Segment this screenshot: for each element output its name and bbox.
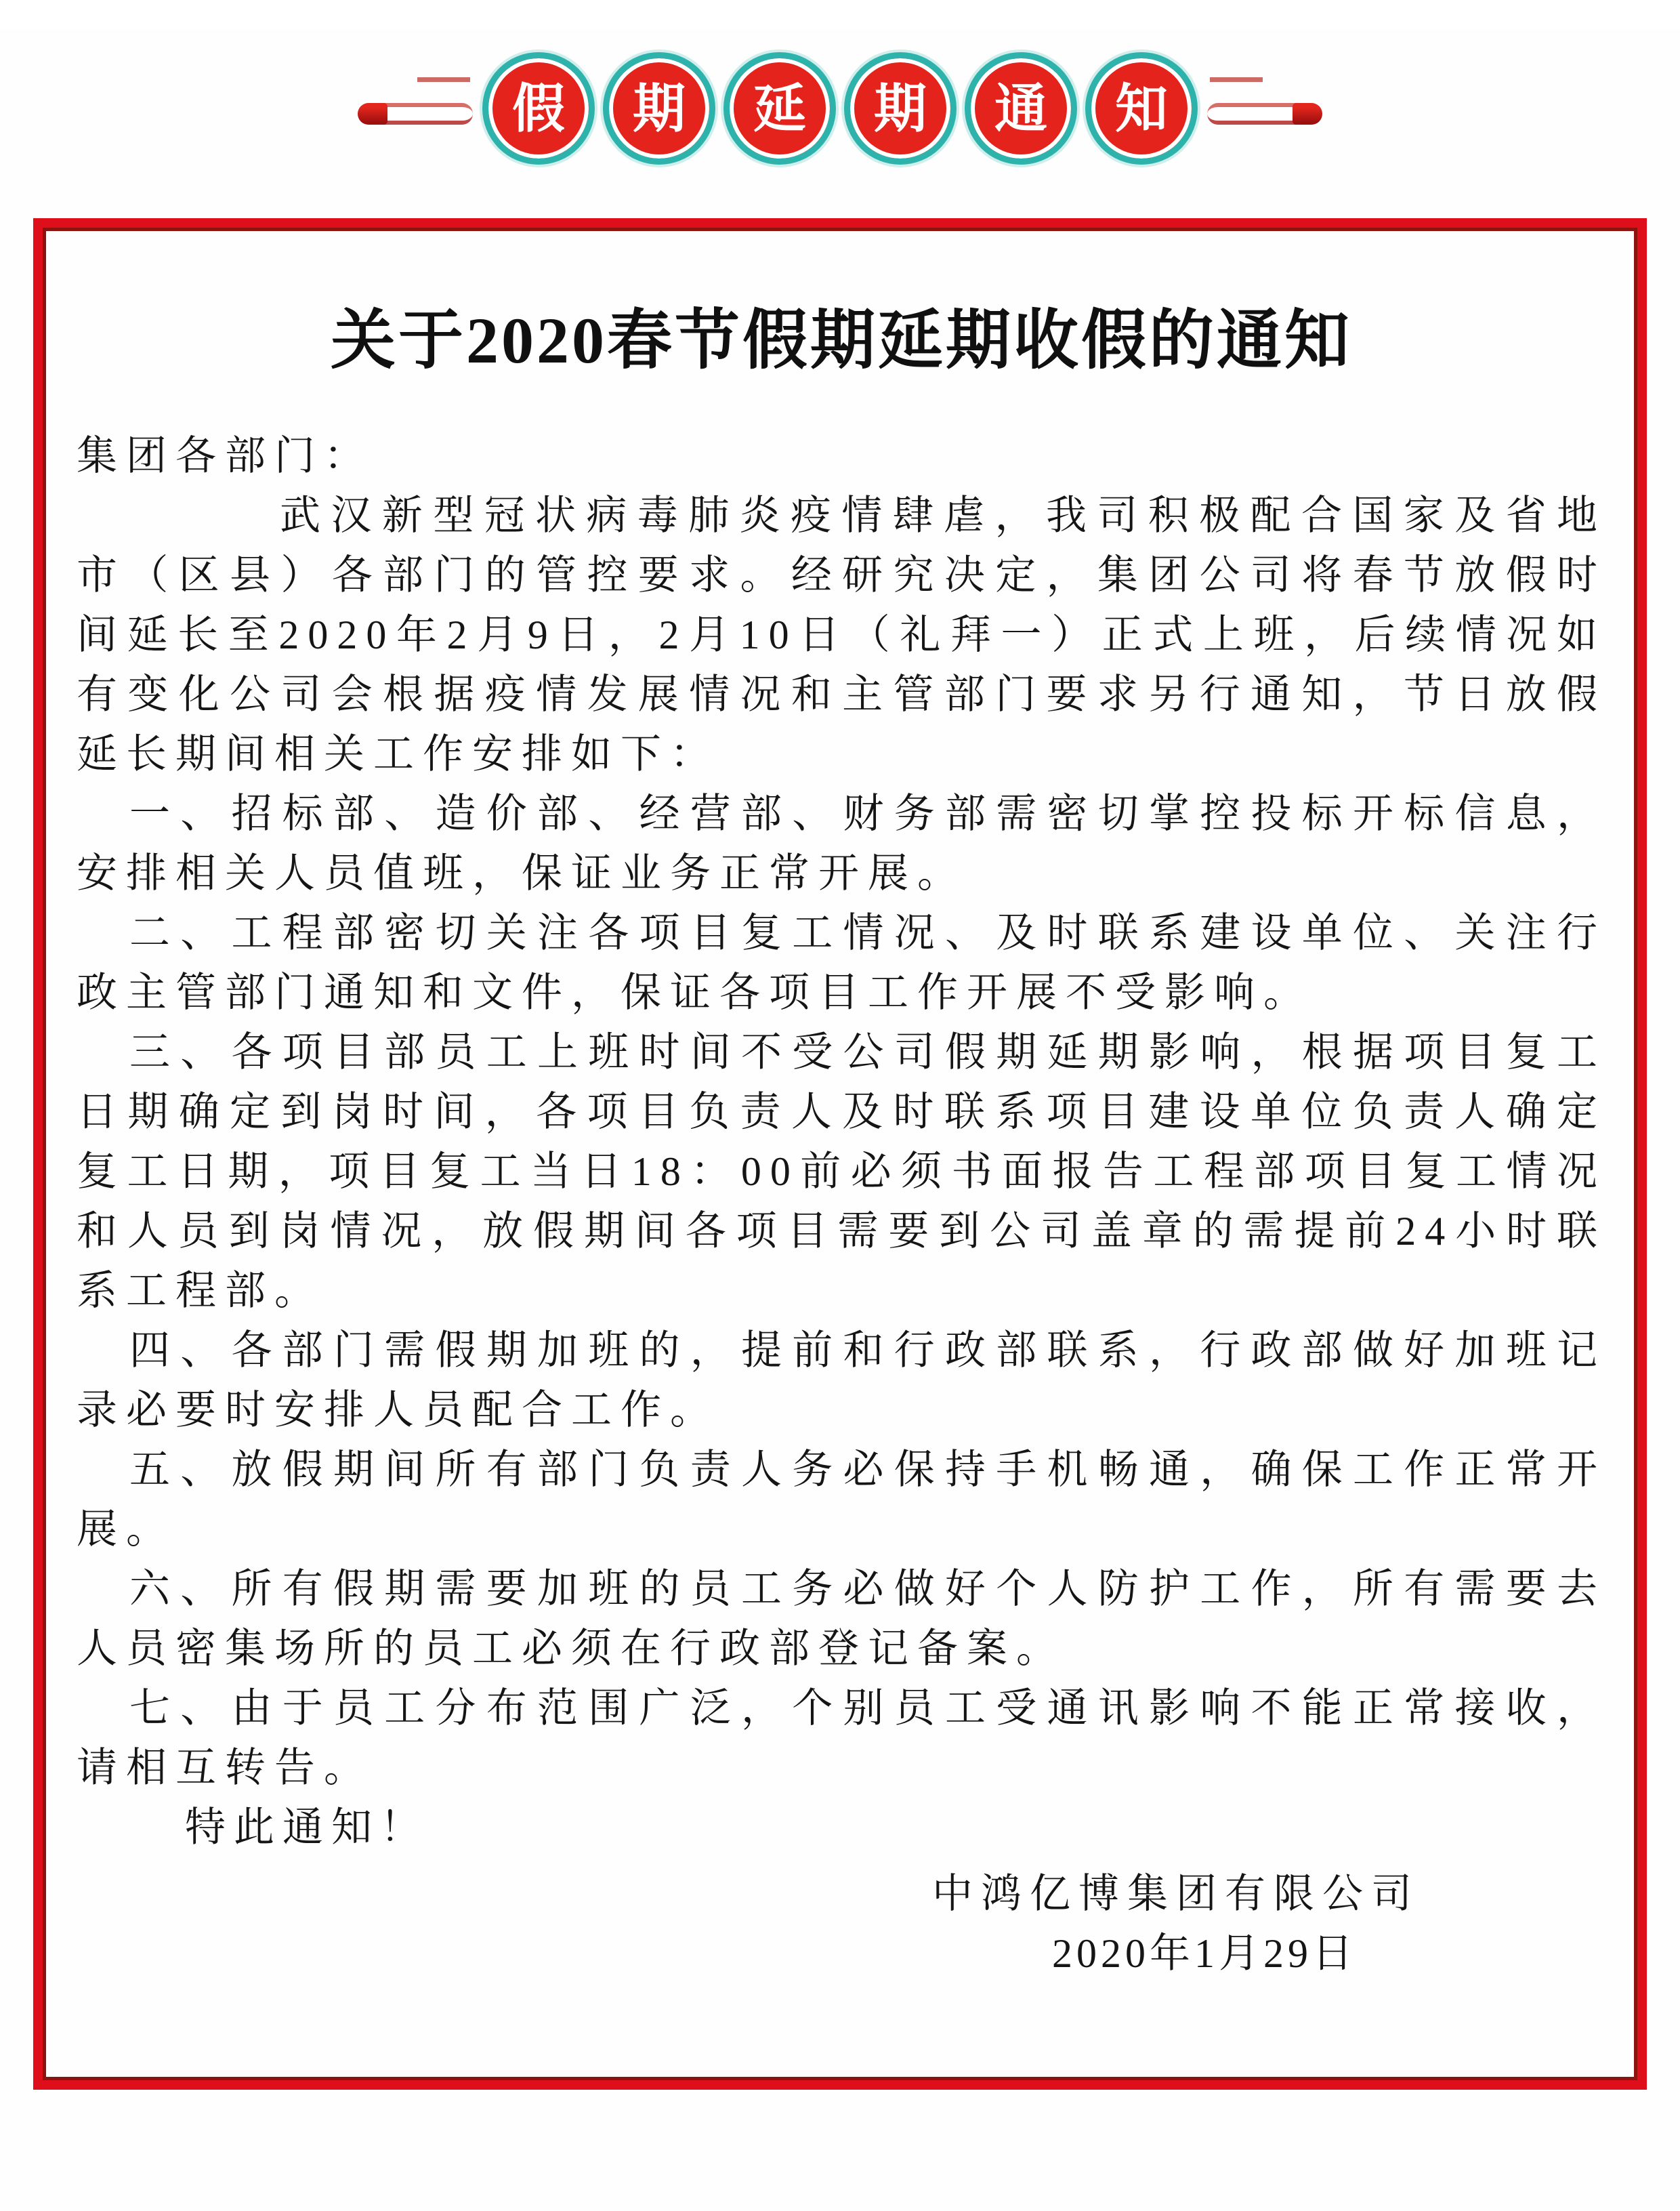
banner-character: 延 xyxy=(753,79,806,138)
notice-item-3: 三、各项目部员工上班时间不受公司假期延期影响，根据项目复工日期确定到岗时间，各项目负责人及时联系项目建设单位负责人确定复工日期，项目复工当日18：00前必须书面报告工程部项目复工情况和人员到岗情况，放假期间各项目需要到公司盖章的需提前24小时联系工程部。 xyxy=(77,1030,1606,1313)
notice-item-5: 五、放假期间所有部门负责人务必保持手机畅通，确保工作正常开展。 xyxy=(77,1447,1606,1552)
notice-item-4: 四、各部门需假期加班的，提前和行政部联系，行政部做好加班记录必要时安排人员配合工作。 xyxy=(77,1328,1606,1432)
signature-block xyxy=(77,1864,1606,1983)
notice-page xyxy=(0,28,1680,2211)
intro-paragraph: 武汉新型冠状病毒肺炎疫情肆虐，我司积极配合国家及省地市（区县）各部门的管控要求。经研究决定，集团公司将春节放假时间延长至2020年2月9日，2月10日（礼拜一）正式上班，后续情况如有变化公司会根据疫情发展情况和主管部门要求另行通知，节日放假延长期间相关工作安排如下： xyxy=(77,493,1606,777)
decoration-bar-icon xyxy=(1207,103,1321,125)
banner-badge xyxy=(603,52,715,165)
notice-item-6: 六、所有假期需要加班的员工务必做好个人防护工作，所有需要去人员密集场所的员工必须在行政部登记备案。 xyxy=(77,1567,1606,1671)
notice-box xyxy=(33,218,1647,2090)
decoration-line-icon xyxy=(417,77,470,82)
decoration-line-icon xyxy=(1210,77,1263,82)
banner-badge xyxy=(965,52,1077,165)
banner-left-decoration xyxy=(359,68,473,149)
banner-badge xyxy=(844,52,957,165)
banner-character: 知 xyxy=(1114,79,1168,138)
banner-badges xyxy=(482,52,1198,165)
banner-badge xyxy=(723,52,836,165)
notice-body xyxy=(77,426,1606,1983)
closing-line: 特此通知！ xyxy=(185,1805,429,1850)
banner-badge xyxy=(482,52,595,165)
decoration-cap-icon xyxy=(358,103,387,125)
banner-badge xyxy=(1085,52,1198,165)
notice-item-7: 七、由于员工分布范围广泛，个别员工受通讯影响不能正常接收，请相互转告。 xyxy=(77,1686,1606,1790)
banner-character: 假 xyxy=(511,79,565,138)
banner-right-decoration xyxy=(1207,68,1321,149)
banner xyxy=(0,28,1680,188)
decoration-cap-icon xyxy=(1293,103,1322,125)
banner-character: 通 xyxy=(994,79,1047,138)
notice-title: 关于2020春节假期延期收假的通知 xyxy=(331,304,1352,377)
salutation: 集团各部门： xyxy=(77,434,373,478)
company-name: 中鸿亿博集团有限公司 xyxy=(932,1872,1420,1916)
decoration-bar-icon xyxy=(359,103,473,125)
notice-item-2: 二、工程部密切关注各项目复工情况、及时联系建设单位、关注行政主管部门通知和文件，保证各项目工作开展不受影响。 xyxy=(77,911,1606,1015)
banner-character: 期 xyxy=(873,79,927,138)
notice-date: 2020年1月29日 xyxy=(1052,1931,1357,1976)
banner-character: 期 xyxy=(632,79,686,138)
notice-item-1: 一、招标部、造价部、经营部、财务部需密切掌控投标开标信息，安排相关人员值班，保证业务正常开展。 xyxy=(77,791,1606,896)
